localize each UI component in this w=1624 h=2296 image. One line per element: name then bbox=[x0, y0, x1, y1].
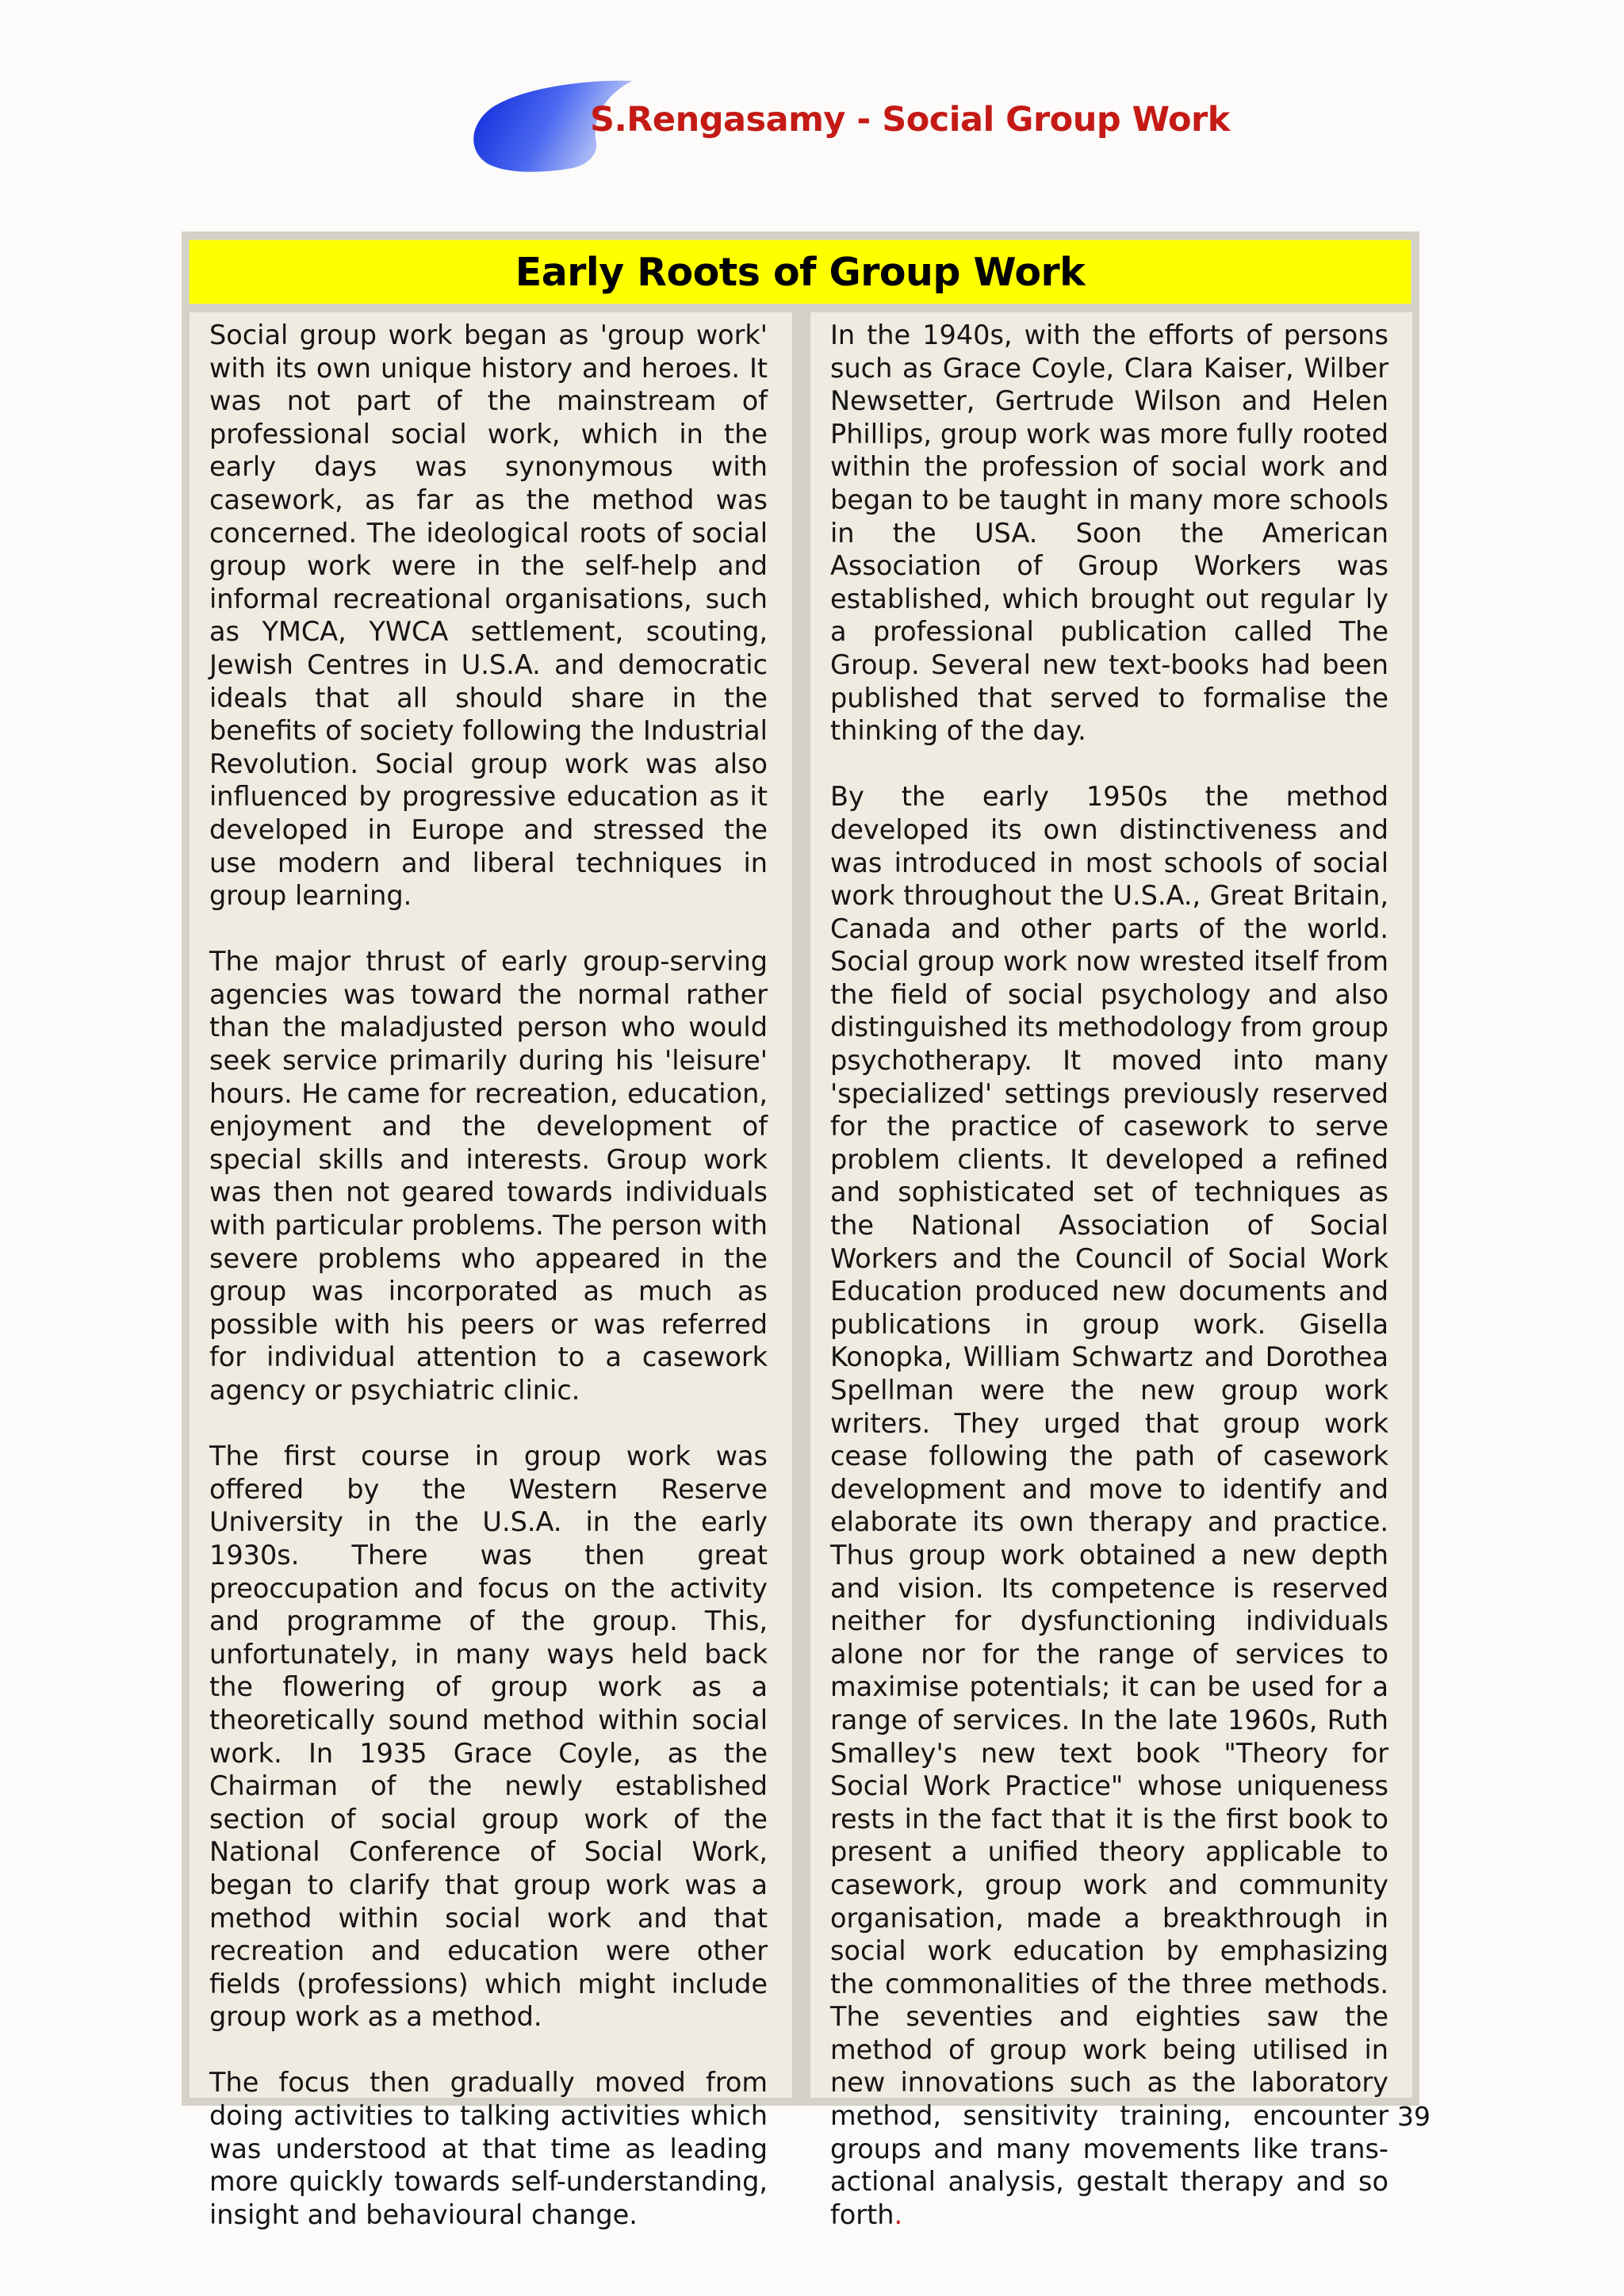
left-column bbox=[190, 312, 792, 2230]
paragraph: The major thrust of early group-serving agencies was toward the normal rather than the maladjusted person who would seek service primarily during his 'leisure' hours. He came for recreation, education, enjoyment and the development of special skills and interests. Group work was then not geared towards individuals with particular problems. The person with severe problems who appeared in the group was incorporated as much as possible with his peers or was referred for individual attention to a casework agency or psychiatric clinic. bbox=[209, 946, 768, 1406]
page-number: 39 bbox=[1397, 2101, 1431, 2132]
right-column-text bbox=[830, 319, 1388, 2230]
header-title: S.Rengasamy - Social Group Work bbox=[590, 100, 1230, 140]
paragraph: The first course in group work was offered by the Western Reserve University in the U.S.A. in the early 1930s. There was then great preoccupation and focus on the activity and programme of the group. This, unfortunately, in many ways held back the flowering of group work as a theoretically sound method within social work. In 1935 Grace Coyle, as the Chairman of the newly established section of social group work of the National Conference of Social Work, began to clarify that group work was a method within social work and that recreation and education were other fields (professions) which might include group work as a method. bbox=[209, 1441, 768, 2033]
paragraph-with-final-mark bbox=[830, 780, 1388, 2231]
page-header bbox=[469, 76, 1230, 176]
paragraph-body: By the early 1950s the method developed its own distinctiveness and was introduced in most schools of social work throughout the U.S.A., Great Britain, Canada and other parts of the world. Social group work now wrested itself from the field of social psychology and also distinguished its methodology from group psychotherapy. It moved into many 'specialized' settings previously reserved for the practice of casework to serve problem clients. It developed a refined and sophisticated set of techniques as the National Association of Social Workers and the Council of Social Work Education produced new documents and publications in group work. Gisella Konopka, William Schwartz and Dorothea Spellman were the new group work writers. They urged that group work cease following the path of casework development and move to identify and elaborate its own therapy and practice. Thus group work obtained a new depth and vision. Its competence is reserved neither for dysfunctioning individuals alone nor for the range of services to maximise potentials; it can be used for a range of services. In the late 1960s, Ruth Smalley's new text book "Theory for Social Work Practice" whose uniqueness rests in the fact that it is the first book to present a unified theory applicable to casework, group work and community organisation, made a breakthrough in social work education by emphasizing the commonalities of the three methods. The seventies and eighties saw the method of group work being utilised in new innovations such as the laboratory method, sensitivity training, encounter groups and many movements like trans-actional analysis, gestalt therapy and so forth bbox=[830, 781, 1388, 2230]
paragraph: In the 1940s, with the efforts of persons such as Grace Coyle, Clara Kaiser, Wilber Newsetter, Gertrude Wilson and Helen Phillips, group work was more fully rooted within the profession of social work and began to be taught in many more schools in the USA. Soon the American Association of Group Workers was established, which brought out regular ly a professional publication called The Group. Several new text-books had been published that served to formalise the thinking of the day. bbox=[830, 320, 1388, 747]
paragraph: The focus then gradually moved from doing activities to talking activities which was understood at that time as leading more quickly towards self-understanding, insight and behavioural change. bbox=[209, 2067, 768, 2230]
final-period: . bbox=[894, 2198, 903, 2230]
section-title-bar bbox=[189, 239, 1411, 304]
left-column-text bbox=[209, 319, 768, 2230]
section-title: Early Roots of Group Work bbox=[515, 249, 1086, 295]
paragraph: Social group work began as 'group work' with its own unique history and heroes. It was not part of the mainstream of professional social work, which in the early days was synonymous with casework, as far as the method was concerned. The ideological roots of social group work were in the self-help and informal recreational organisations, such as YMCA, YWCA settlement, scouting, Jewish Centres in U.S.A. and democratic ideals that all should share in the benefits of society following the Industrial Revolution. Social group work was also influenced by progressive education as it developed in Europe and stressed the use modern and liberal techniques in group learning. bbox=[209, 320, 768, 912]
right-column bbox=[810, 312, 1412, 2230]
